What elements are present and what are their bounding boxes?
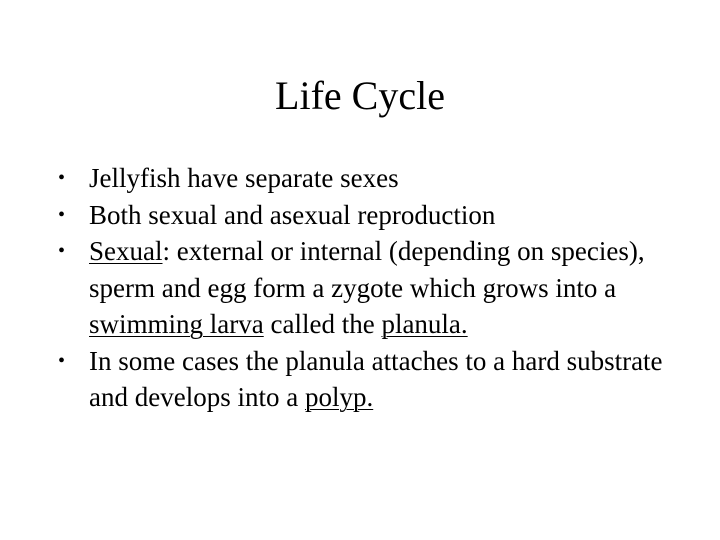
bullet-icon: • <box>58 203 66 226</box>
bullet-icon: • <box>58 167 66 189</box>
underlined-term: polyp. <box>304 382 374 412</box>
bullet-text: Jellyfish have separate sexes <box>89 163 399 193</box>
underlined-term: planula. <box>381 309 468 339</box>
slide-title: Life Cycle <box>275 73 445 118</box>
bullet-item <box>58 233 678 343</box>
underlined-term: Sexual <box>89 236 163 266</box>
bullet-item <box>58 343 678 416</box>
underlined-term: swimming larva <box>89 309 264 339</box>
bullet-icon: • <box>58 240 66 262</box>
bullet-text: In some cases the planula attaches to a hard substrate and develops into a <box>89 345 663 412</box>
bullet-icon: • <box>58 349 66 372</box>
bullet-text: Both sexual and asexual reproduction <box>89 199 496 230</box>
bullet-item <box>58 160 678 197</box>
bullet-item <box>58 197 678 234</box>
bullet-text: called the <box>263 309 382 339</box>
bullet-list <box>58 160 678 416</box>
bullet-text: : external or internal (depending on species), sperm and egg form a zygote which grows into a <box>89 236 645 303</box>
